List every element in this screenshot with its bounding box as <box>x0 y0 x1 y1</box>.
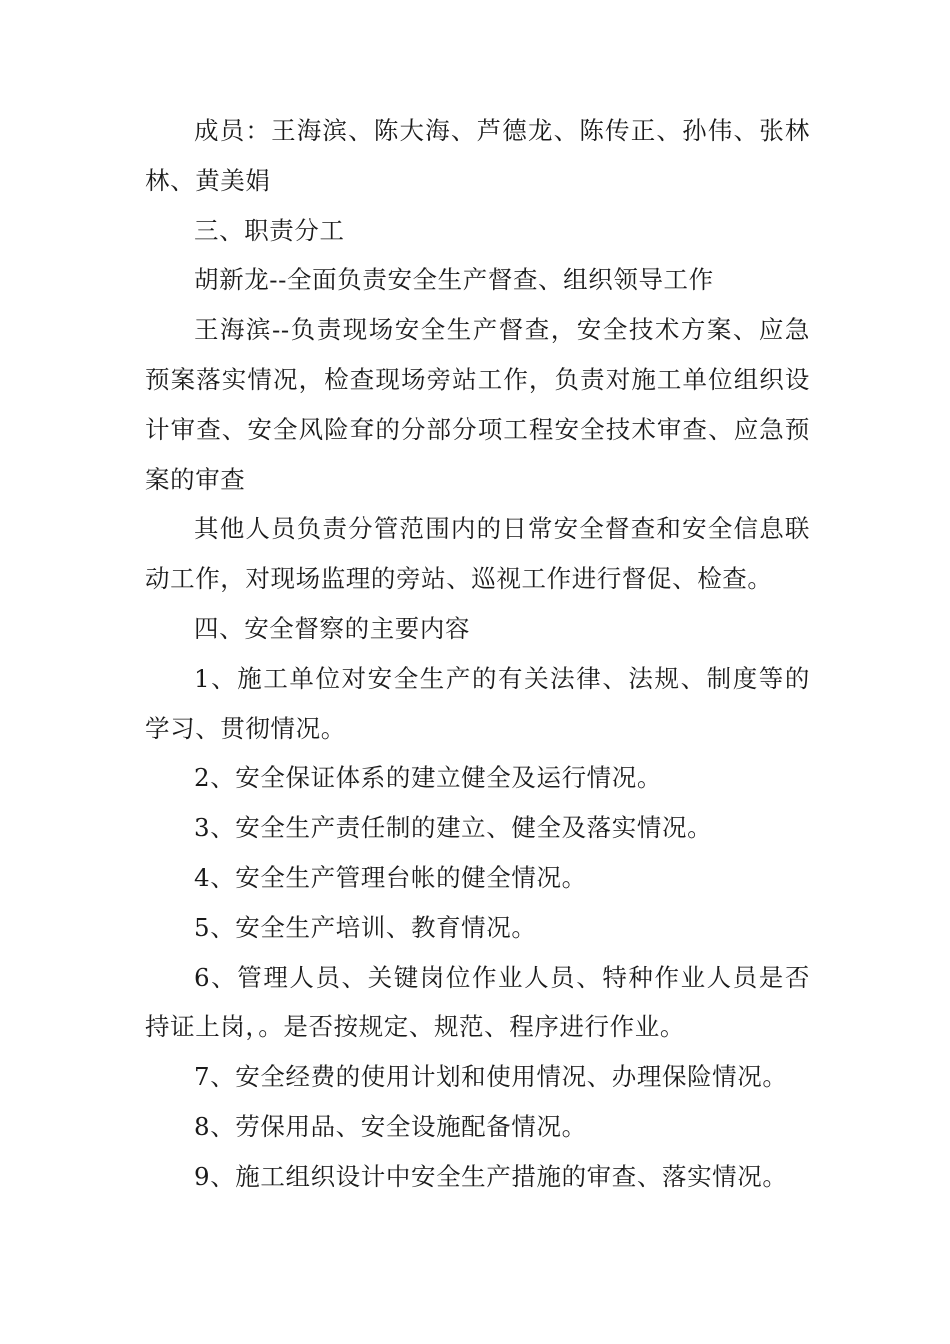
members-paragraph: 成员：王海滨、陈大海、芦德龙、陈传正、孙伟、张林林、黄美娟 <box>145 116 810 195</box>
list-item-6: 6、管理人员、关键岗位作业人员、特种作业人员是否持证上岗，。是否按规定、规范、程序进行作业。 <box>145 962 810 1042</box>
list-item-1: 1、施工单位对安全生产的有关法律、法规、制度等的学习、贯彻情况。 <box>145 663 810 743</box>
list-item-8: 8、劳保用品、安全设施配备情况。 <box>194 1111 587 1141</box>
section-heading-contents: 四、安全督察的主要内容 <box>194 613 471 643</box>
list-item-3: 3、安全生产责任制的建立、健全及落实情况。 <box>194 813 713 843</box>
duty-paragraph-others: 其他人员负责分管范围内的日常安全督查和安全信息联动工作，对现场监理的旁站、巡视工作进行督促、检查。 <box>145 514 810 594</box>
list-item-4: 4、安全生产管理台帐的健全情况。 <box>194 862 587 892</box>
list-item-5: 5、安全生产培训、教育情况。 <box>194 912 537 942</box>
duty-paragraph-wang: 王海滨--负责现场安全生产督查，安全技术方案、应急预案落实情况，检查现场旁站工作，负责对施工单位组织设计审查、安全风险耷的分部分项工程安全技术审查、应急预案的审查 <box>145 315 810 494</box>
section-heading-duties: 三、职责分工 <box>194 215 345 245</box>
duty-paragraph-hu: 胡新龙--全面负责安全生产督查、组织领导工作 <box>194 265 714 295</box>
list-item-9: 9、施工组织设计中安全生产措施的审查、落实情况。 <box>194 1161 788 1191</box>
document-page <box>145 106 810 1202</box>
list-item-7: 7、安全经费的使用计划和使用情况、办理保险情况。 <box>194 1062 788 1092</box>
list-item-2: 2、安全保证体系的建立健全及运行情况。 <box>194 763 662 793</box>
